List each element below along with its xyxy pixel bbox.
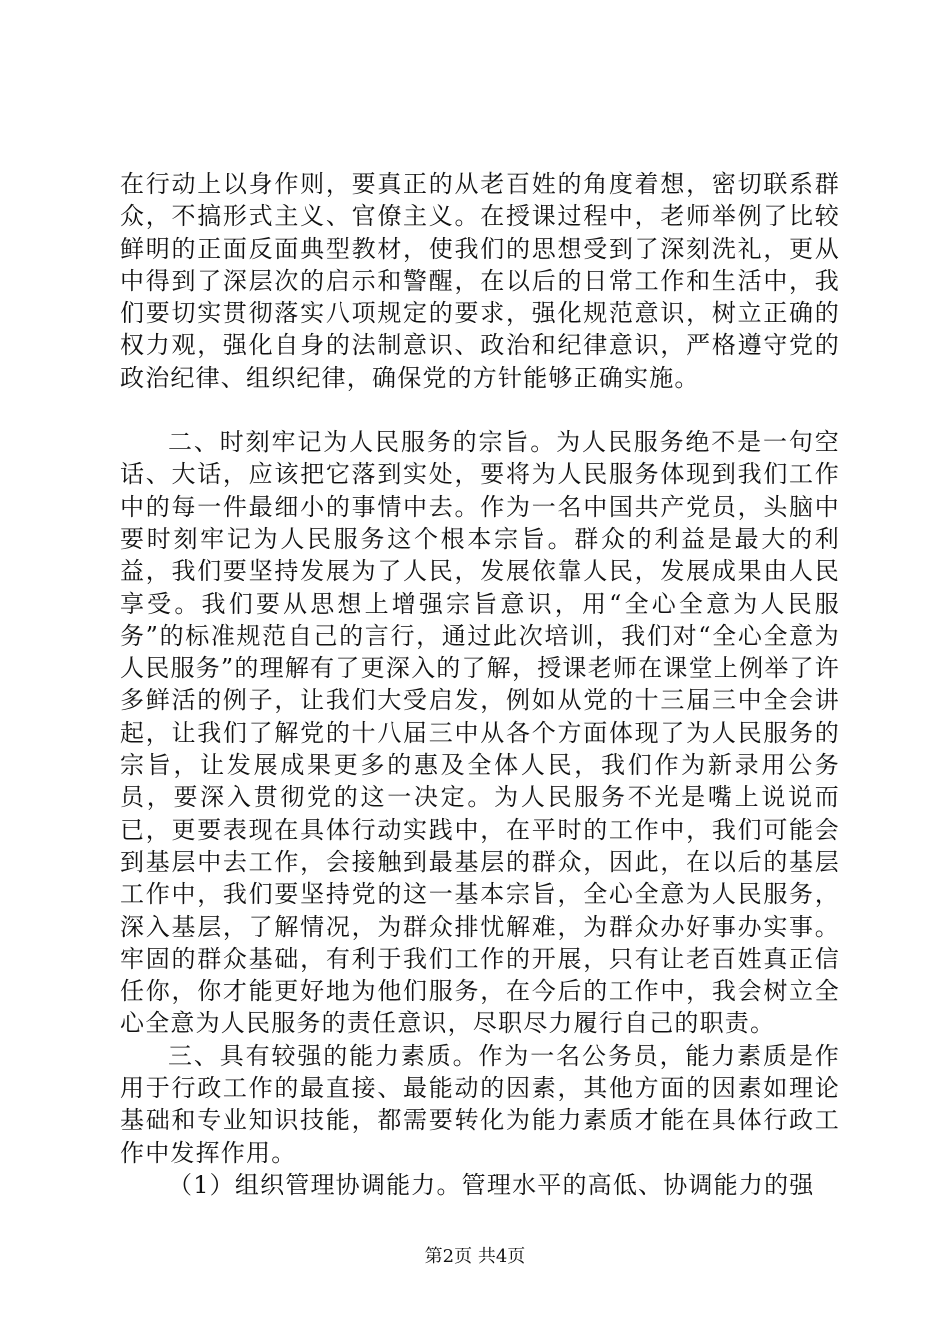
paragraph-section-two: 二、时刻牢记为人民服务的宗旨。为人民服务绝不是一句空话、大话，应该把它落到实处，要将为人民服务体现到我们工作中的每一件最细小的事情中去。作为一名中国共产党员，头脑中要时刻牢记为人民服务这个根本宗旨。群众的利益是最大的利益，我们要坚持发展为了人民，发展依靠人民，发展成果由人民享受。我们要从思想上增强宗旨意识，用“全心全意为人民服务”的标准规范自己的言行，通过此次培训，我们对“全心全意为人民服务”的理解有了更深入的了解，授课老师在课堂上例举了许多鲜活的例子，让我们大受启发，例如从党的十三届三中全会讲起，让我们了解党的十八届三中从各个方面体现了为人民服务的宗旨，让发展成果更多的惠及全体人民，我们作为新录用公务员，要深入贯彻党的这一决定。为人民服务不光是嘴上说说而已，更要表现在具体行动实践中，在平时的工作中，我们可能会到基层中去工作，会接触到最基层的群众，因此，在以后的基层工作中，我们要坚持党的这一基本宗旨，全心全意为人民服务，深入基层，了解情况，为群众排忧解难，为群众办好事办实事。牢固的群众基础，有利于我们工作的开展，只有让老百姓真正信任你，你才能更好地为他们服务，在今后的工作中，我会树立全心全意为人民服务的责任意识，尽职尽力履行自己的职责。 <box>120 428 840 1038</box>
paragraph-section-three: 三、具有较强的能力素质。作为一名公务员，能力素质是作用于行政工作的最直接、最能动的因素，其他方面的因素如理论基础和专业知识技能，都需要转化为能力素质才能在具体行政工作中发挥作用。 <box>120 1041 840 1167</box>
paragraph-subsection-one: （1）组织管理协调能力。管理水平的高低、协调能力的强 <box>168 1170 815 1199</box>
document-body <box>120 168 840 1201</box>
paragraph-continuation: 在行动上以身作则，要真正的从老百姓的角度着想，密切联系群众，不搞形式主义、官僚主义。在授课过程中，老师举例了比较鲜明的正面反面典型教材，使我们的思想受到了深刻洗礼，更从中得到了深层次的启示和警醒，在以后的日常工作和生活中，我们要切实贯彻落实八项规定的要求，强化规范意识，树立正确的权力观，强化自身的法制意识、政治和纪律意识，严格遵守党的政治纪律、组织纪律，确保党的方针能够正确实施。 <box>120 170 840 392</box>
page-footer: 第2页 共4页 <box>424 1246 526 1267</box>
